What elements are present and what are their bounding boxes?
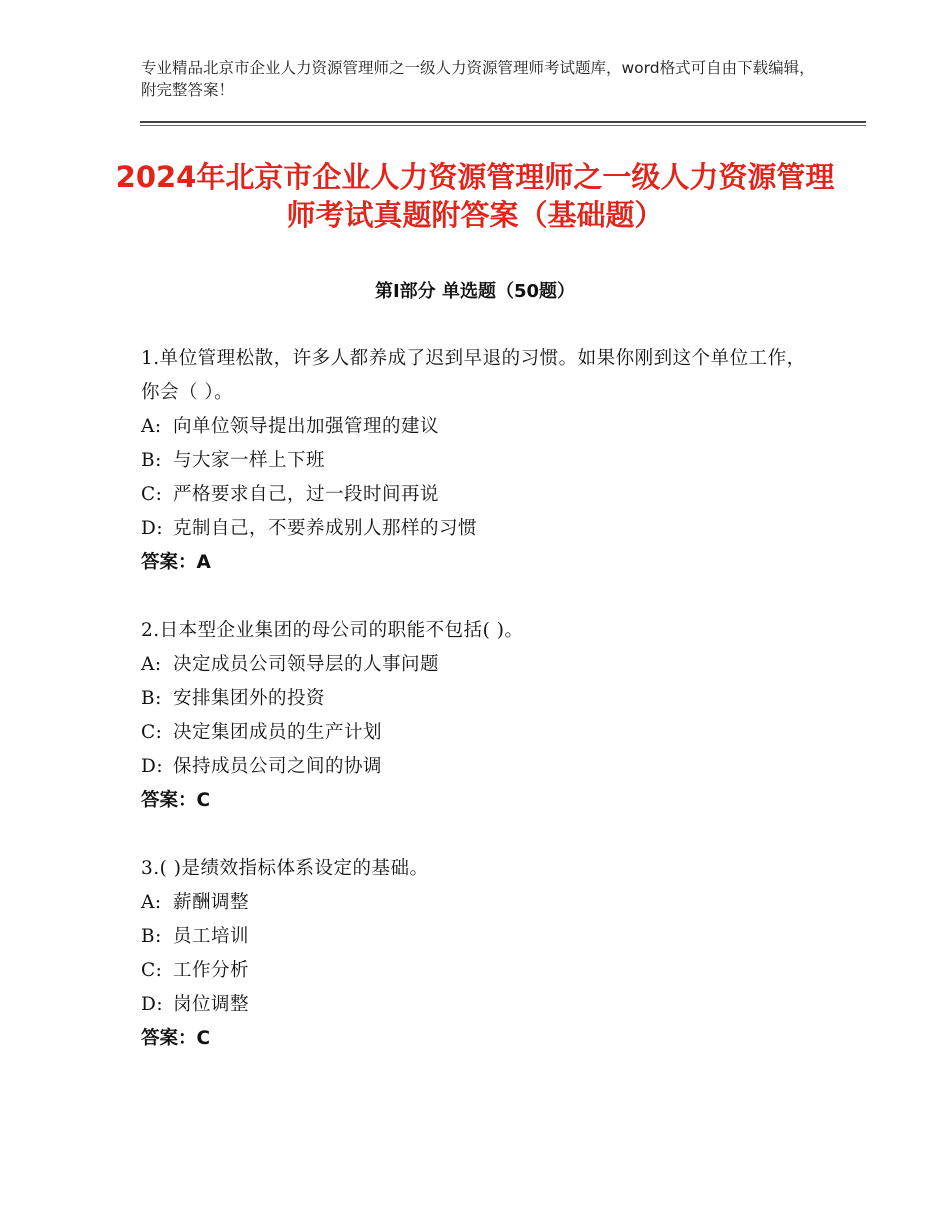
- option-d: [141, 988, 821, 1022]
- option-text: 薪酬调整: [173, 892, 250, 913]
- option-key: D:: [141, 994, 164, 1015]
- option-d: [141, 750, 821, 784]
- option-key: B:: [141, 450, 162, 471]
- question-3: [141, 852, 821, 1056]
- option-d: [141, 512, 821, 546]
- option-key: B:: [141, 688, 162, 709]
- section-heading: 第Ⅰ部分 单选题（50题）: [374, 281, 575, 302]
- option-b: [141, 682, 821, 716]
- question-stem: 3.( )是绩效指标体系设定的基础。: [141, 858, 429, 879]
- option-key: D:: [141, 518, 164, 539]
- option-text: 与大家一样上下班: [173, 450, 326, 471]
- option-text: 克制自己，不要养成别人那样的习惯: [173, 518, 478, 539]
- question-stem: 2.日本型企业集团的母公司的职能不包括( )。: [141, 620, 524, 641]
- option-a: [141, 410, 821, 444]
- question-1: [141, 342, 821, 580]
- question-stem: 1.单位管理松散，许多人都养成了迟到早退的习惯。如果你刚到这个单位工作，你会（ ）。: [141, 348, 806, 403]
- option-b: [141, 920, 821, 954]
- option-key: A:: [141, 654, 162, 675]
- option-c: [141, 716, 821, 750]
- option-text: 员工培训: [173, 926, 250, 947]
- header-divider-thin: [140, 125, 866, 126]
- answer: 答案：C: [141, 790, 211, 811]
- header-divider-thick: [140, 121, 866, 123]
- question-list: [141, 342, 821, 1090]
- option-key: A:: [141, 416, 162, 437]
- option-key: B:: [141, 926, 162, 947]
- option-text: 安排集团外的投资: [173, 688, 326, 709]
- header-note: 专业精品北京市企业人力资源管理师之一级人力资源管理师考试题库，word格式可自由下载编辑，附完整答案！: [141, 59, 815, 99]
- option-key: C:: [141, 960, 163, 981]
- option-key: D:: [141, 756, 164, 777]
- option-text: 决定成员公司领导层的人事问题: [173, 654, 440, 675]
- answer: 答案：C: [141, 1028, 211, 1049]
- option-c: [141, 478, 821, 512]
- document-title: 2024年北京市企业人力资源管理师之一级人力资源管理师考试真题附答案（基础题）: [115, 160, 835, 232]
- option-key: C:: [141, 484, 163, 505]
- option-text: 工作分析: [173, 960, 250, 981]
- option-text: 向单位领导提出加强管理的建议: [173, 416, 440, 437]
- option-a: [141, 886, 821, 920]
- option-b: [141, 444, 821, 478]
- option-key: A:: [141, 892, 162, 913]
- question-2: [141, 614, 821, 818]
- answer: 答案：A: [141, 552, 211, 573]
- option-text: 决定集团成员的生产计划: [173, 722, 383, 743]
- option-text: 保持成员公司之间的协调: [173, 756, 383, 777]
- option-key: C:: [141, 722, 163, 743]
- option-text: 岗位调整: [173, 994, 250, 1015]
- option-a: [141, 648, 821, 682]
- option-text: 严格要求自己，过一段时间再说: [173, 484, 440, 505]
- option-c: [141, 954, 821, 988]
